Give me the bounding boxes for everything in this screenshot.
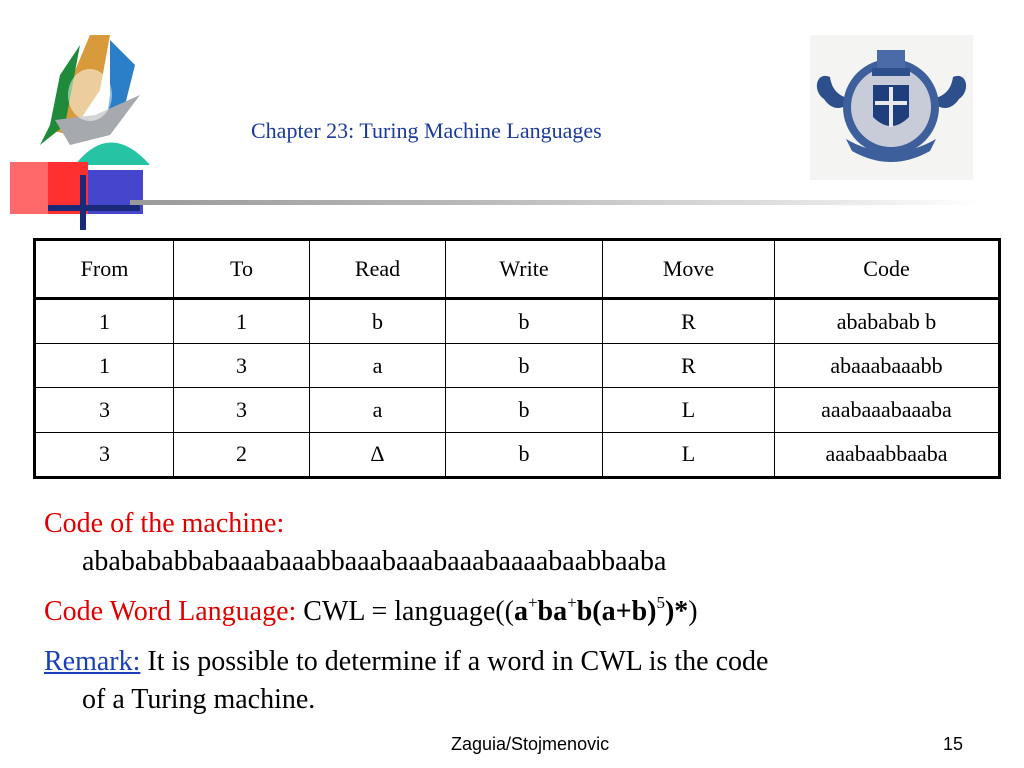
header-write: Write [446,240,603,299]
cell-write: b [446,388,603,432]
cell-to: 1 [174,299,310,344]
cwl-label: Code Word Language: [44,596,297,627]
table-row [35,432,1000,477]
logo-highlight [68,69,112,121]
cell-from: 1 [35,344,174,388]
cell-move: L [603,388,775,432]
cell-to: 3 [174,344,310,388]
table-row [35,388,1000,432]
cwl-prefix: CWL = language(( [303,596,514,627]
slide-body [44,505,984,719]
cell-from: 3 [35,388,174,432]
cell-from: 3 [35,432,174,477]
title-divider [130,200,980,205]
table-row [35,299,1000,344]
crest-castle-base [872,68,910,76]
crest-castle [877,50,905,70]
remark-text-line-1: It is possible to determine if a word in CWL is the code [147,646,769,677]
cell-code: aaabaabbaaba [775,432,1000,477]
logo-vertical-bar [80,175,86,230]
header-read: Read [310,240,446,299]
logo-horizontal-bar [48,205,140,211]
cell-read: Δ [310,432,446,477]
remark-text-line-2: of a Turing machine. [82,684,316,715]
code-label: Code of the machine: [44,508,285,539]
header-code: Code [775,240,1000,299]
table-header-row [35,240,1000,299]
table-row [35,344,1000,388]
crest-shield-cross-v [889,87,893,127]
remark-paragraph [44,643,984,719]
cell-move: L [603,432,775,477]
crest-shield-cross-h [875,101,907,105]
cwl-paragraph [44,593,984,631]
cwl-exponent: 5 [656,592,665,612]
cell-write: b [446,344,603,388]
page-number: 15 [943,734,964,754]
cell-to: 2 [174,432,310,477]
header-move: Move [603,240,775,299]
cwl-star: )* [664,596,689,627]
remark-link[interactable]: Remark: [44,646,141,677]
header-to: To [174,240,310,299]
code-paragraph [44,505,984,581]
cell-code: abaaabaaabb [775,344,1000,388]
cell-to: 3 [174,388,310,432]
cell-from: 1 [35,299,174,344]
cell-code: abababab b [775,299,1000,344]
footer-author: Zaguia/Stojmenovic [451,734,610,754]
logo-teal-shape [75,143,150,166]
cell-move: R [603,299,775,344]
transition-table [33,238,1001,479]
cell-read: a [310,344,446,388]
cwl-plus-1: + [527,592,538,612]
cell-code: aaabaaabaaaba [775,388,1000,432]
cwl-bab: b(a+b) [576,596,657,627]
code-value: ababababbabaaabaaabbaaabaaabaaabaaaabaabbaaba [82,546,667,577]
cwl-suffix: ) [688,596,698,627]
cwl-a: a [513,596,528,627]
cwl-ba: ba [537,596,568,627]
cell-read: a [310,388,446,432]
cell-write: b [446,432,603,477]
cwl-plus-2: + [567,592,577,612]
cell-write: b [446,299,603,344]
header-from: From [35,240,174,299]
logo-red-gradient [10,162,48,214]
cell-read: b [310,299,446,344]
coat-of-arms-icon [810,35,973,180]
cell-move: R [603,344,775,388]
slide-title: Chapter 23: Turing Machine Languages [251,118,602,143]
